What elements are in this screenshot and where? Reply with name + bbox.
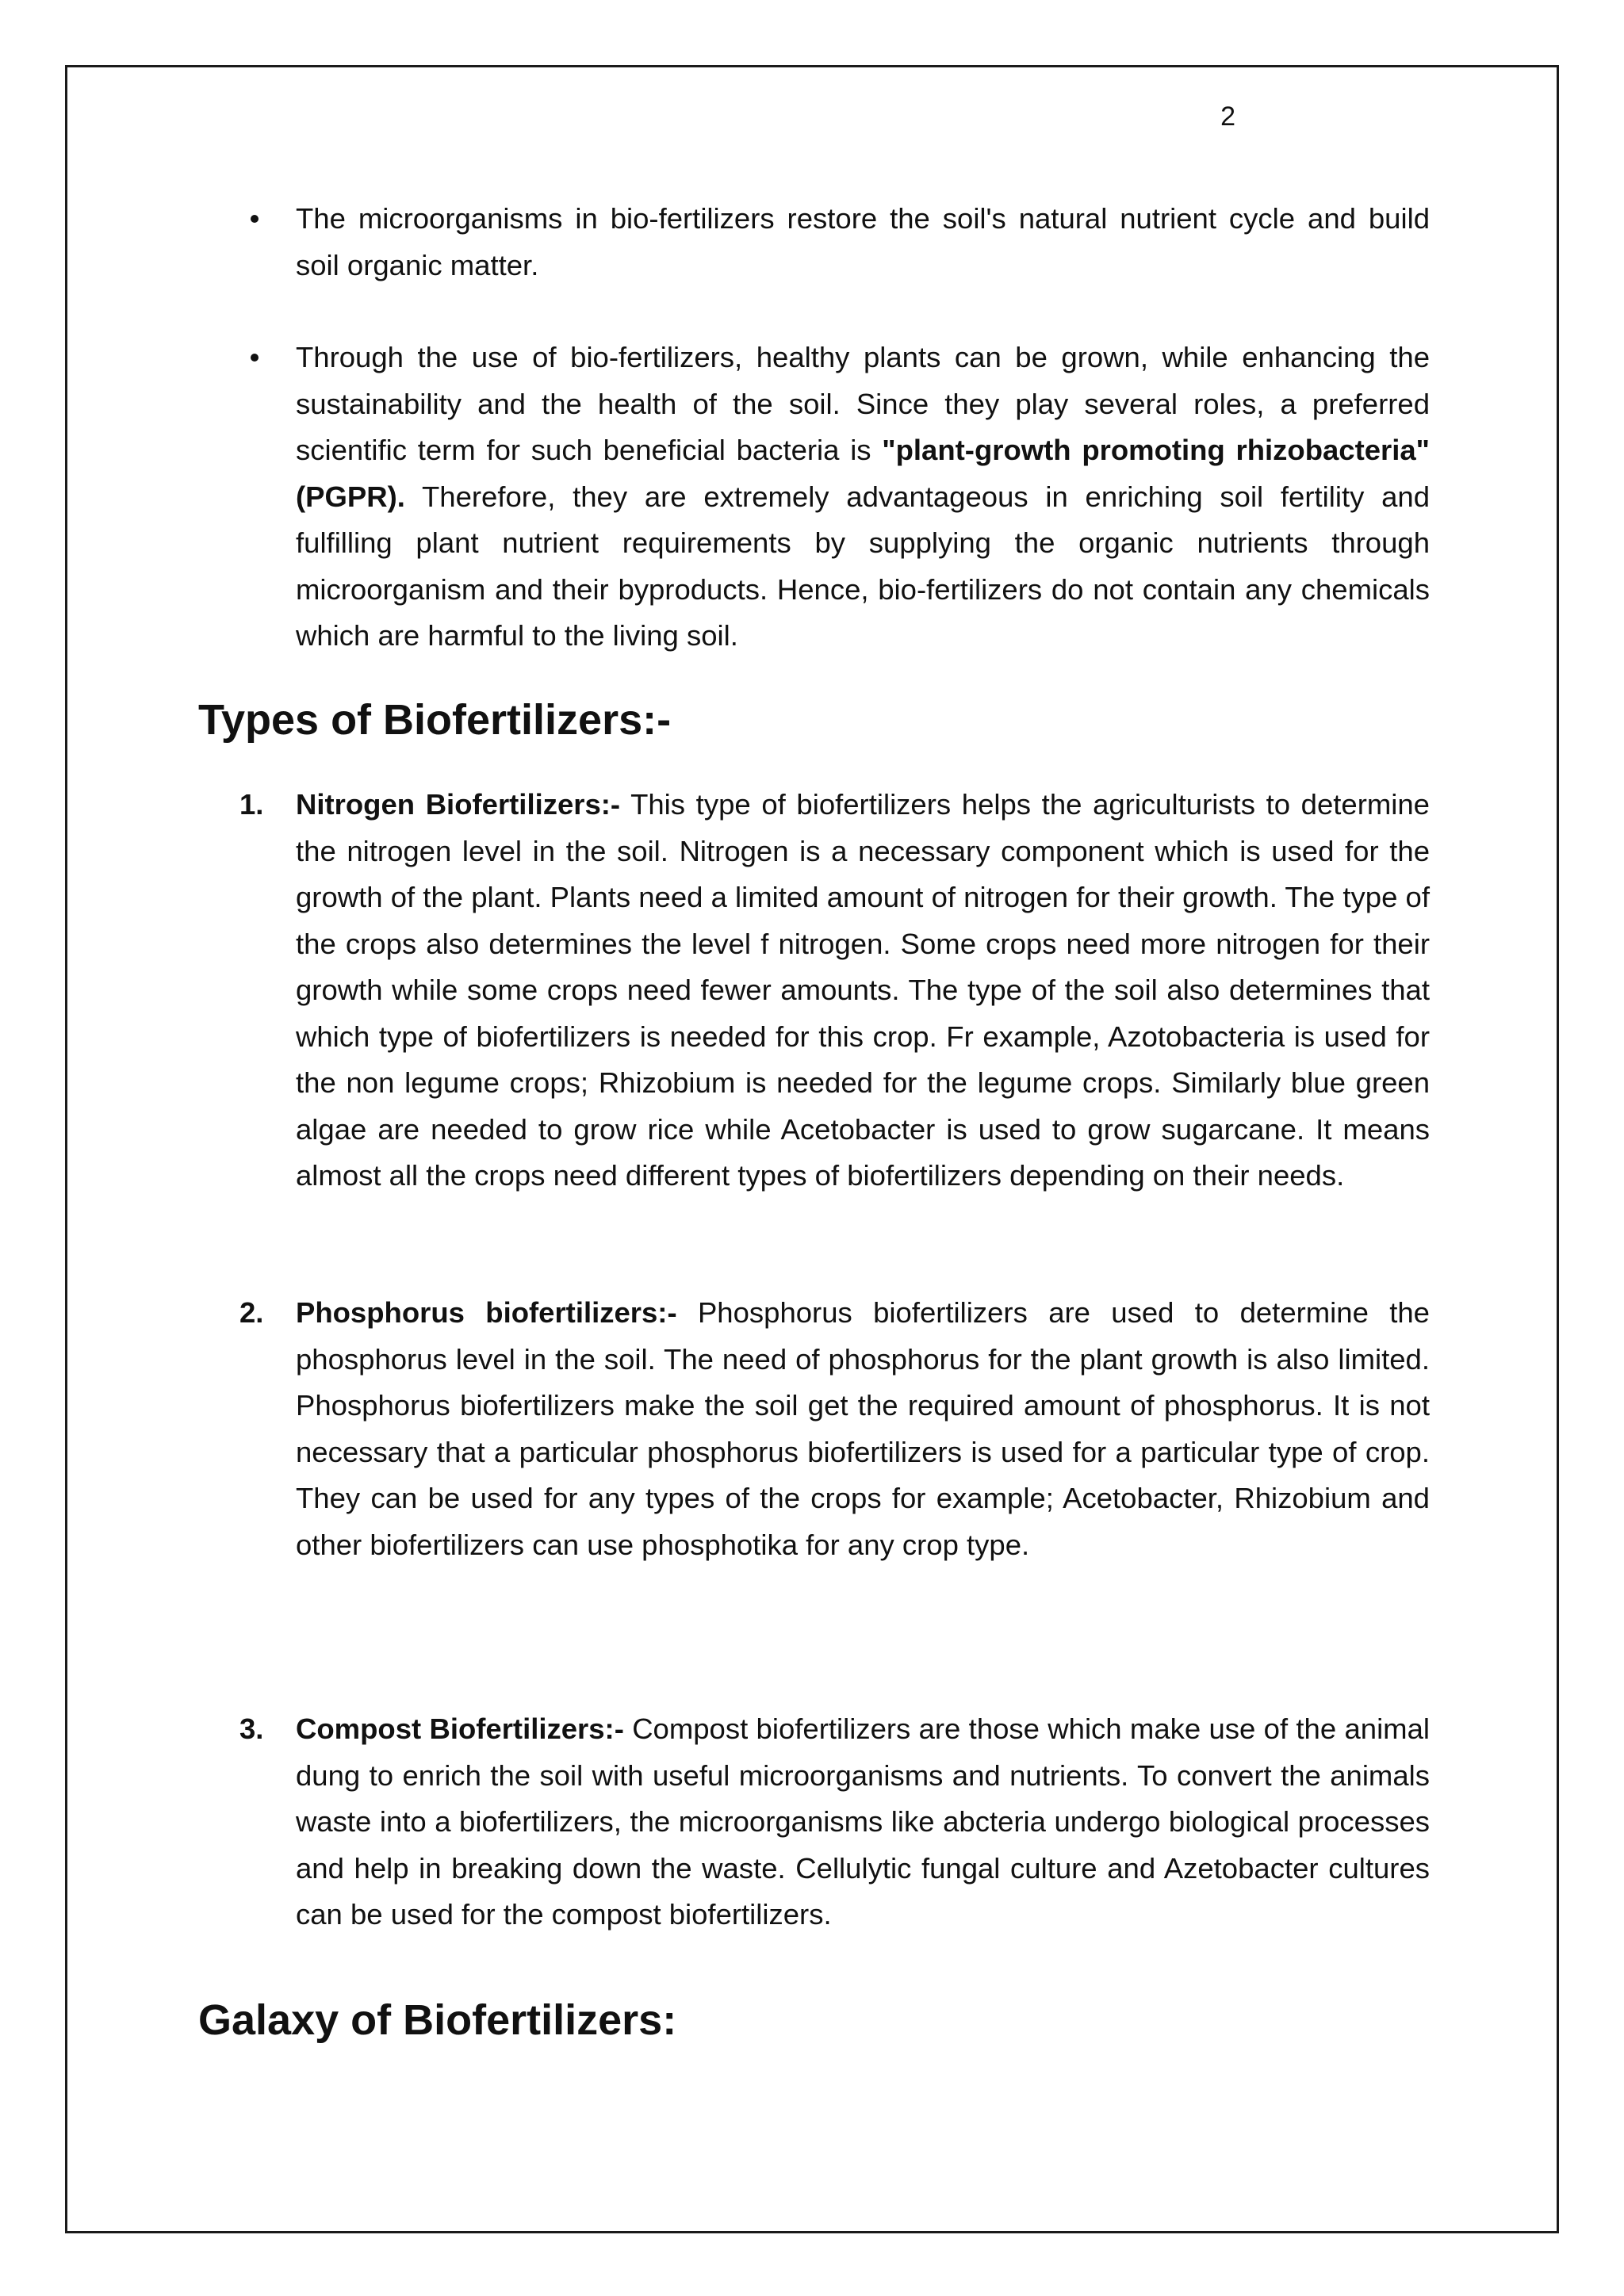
bullet-icon bbox=[251, 354, 259, 362]
bullet-paragraph-1 bbox=[296, 196, 1430, 289]
bullet-2-text-after: Therefore, they are extremely advantageous in enriching soil fertility and fulfilling plant nutrient requirements by supplying the organic nutrients through microorganism and their byproducts. Hence, bio-fertilizers do not contain any chemicals which are harmful to the living soil. bbox=[296, 480, 1430, 652]
list-item-label: Nitrogen Biofertilizers:- bbox=[296, 788, 621, 821]
list-item-label: Phosphorus biofertilizers:- bbox=[296, 1296, 677, 1329]
list-item-compost bbox=[296, 1706, 1430, 1938]
bullet-2-bold-term: "plant-growth promoting rhizobacteria" (PGPR). bbox=[296, 434, 1430, 513]
list-item-text: Compost biofertilizers are those which make use of the animal dung to enrich the soil with useful microorganisms and nutrients. To convert the animals waste into a biofertilizers, the microorganisms like abcteria undergo biological processes and help in breaking down the waste. Cellulytic fungal culture and Azetobacter cultures can be used for the compost biofertilizers. bbox=[296, 1712, 1430, 1931]
bullet-icon bbox=[251, 215, 259, 223]
page-number: 2 bbox=[1220, 101, 1235, 132]
list-item-nitrogen bbox=[296, 782, 1430, 1200]
list-item-text: Phosphorus biofertilizers are used to determine the phosphorus level in the soil. The need of phosphorus for the plant growth is also limited. Phosphorus biofertilizers make the soil get the required amount of phosphorus. It is not necessary that a particular phosphorus biofertilizers is used for a particular type of crop. They can be used for any types of the crops for example; Acetobacter, Rhizobium and other biofertilizers can use phosphotika for any crop type. bbox=[296, 1296, 1430, 1561]
list-item-label: Compost Biofertilizers:- bbox=[296, 1712, 624, 1745]
list-number: 1. bbox=[239, 788, 264, 821]
bullet-1-text: The microorganisms in bio-fertilizers restore the soil's natural nutrient cycle and build soil organic matter. bbox=[296, 202, 1430, 281]
list-item-text: This type of biofertilizers helps the agriculturists to determine the nitrogen level in the soil. Nitrogen is a necessary component which is used for the growth of the plant. Plants need a limited amount of nitrogen for their growth. The type of the crops also determines the level f nitrogen. Some crops need more nitrogen for their growth while some crops need fewer amounts. The type of the soil also determines that which type of biofertilizers is needed for this crop. Fr example, Azotobacteria is used for the non legume crops; Rhizobium is needed for the legume crops. Similarly blue green algae are needed to grow rice while Acetobacter is used to grow sugarcane. It means almost all the crops need different types of biofertilizers depending on their needs. bbox=[296, 788, 1430, 1192]
list-item-phosphorus bbox=[296, 1290, 1430, 1568]
list-number: 2. bbox=[239, 1296, 264, 1329]
list-number: 3. bbox=[239, 1712, 264, 1745]
bullet-2-text-before: Through the use of bio-fertilizers, healthy plants can be grown, while enhancing the sustainability and the health of the soil. Since they play several roles, a preferred scientific term for such beneficial bacteria is bbox=[296, 341, 1430, 466]
section-heading-galaxy: Galaxy of Biofertilizers: bbox=[198, 1996, 677, 2044]
bullet-paragraph-2 bbox=[296, 335, 1430, 660]
section-heading-types: Types of Biofertilizers:- bbox=[198, 696, 672, 744]
